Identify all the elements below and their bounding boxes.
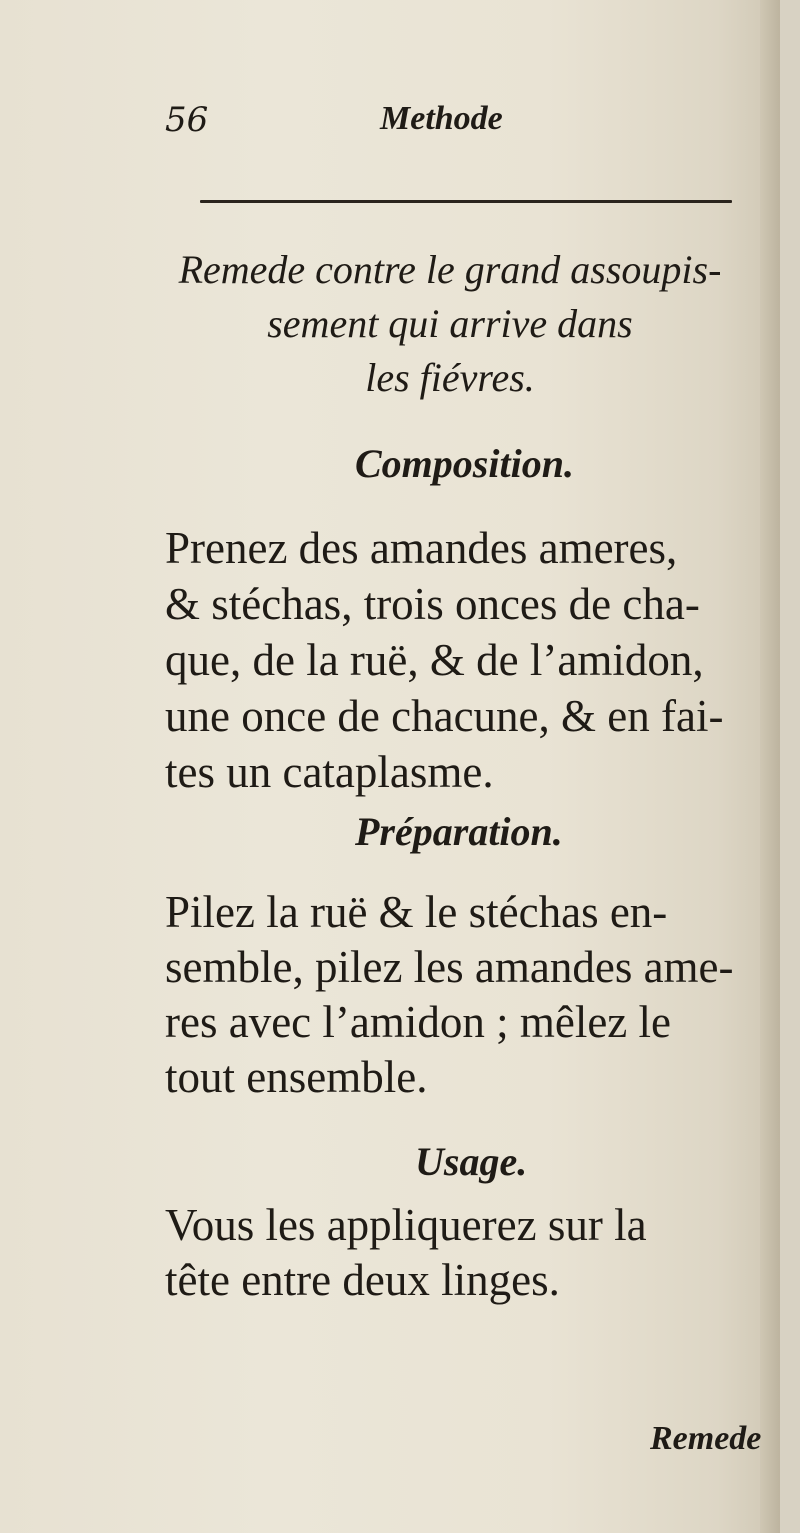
- remedy-heading-line: Remede contre le grand assoupis-: [178, 247, 722, 292]
- usage-line: tête entre deux linges.: [165, 1255, 560, 1305]
- composition-paragraph: [165, 520, 755, 800]
- remedy-heading: [0, 243, 780, 405]
- composition-line: que, de la ruë, & de l’amidon,: [165, 635, 704, 685]
- usage-paragraph: [165, 1198, 755, 1308]
- usage-line: Vous les appliquerez sur la: [165, 1200, 647, 1250]
- preparation-line: semble, pilez les amandes ame-: [165, 942, 734, 992]
- composition-line: & stéchas, trois onces de cha-: [165, 579, 700, 629]
- preparation-paragraph: [165, 885, 755, 1105]
- preparation-line: res avec l’amidon ; mêlez le: [165, 997, 672, 1047]
- composition-line: une once de chacune, & en fai-: [165, 691, 724, 741]
- remedy-heading-line: les fiévres.: [365, 355, 535, 400]
- preparation-heading: Préparation.: [355, 809, 563, 854]
- catchword: Remede: [650, 1420, 762, 1457]
- preparation-line: Pilez la ruë & le stéchas en-: [165, 887, 668, 937]
- usage-heading: Usage.: [415, 1139, 528, 1184]
- page-number: 56: [165, 100, 209, 140]
- running-head: [0, 100, 780, 160]
- composition-heading: Composition.: [355, 441, 574, 486]
- composition-line: tes un cataplasme.: [165, 747, 494, 797]
- composition-line: Prenez des amandes ameres,: [165, 523, 678, 573]
- preparation-line: tout ensemble.: [165, 1052, 428, 1102]
- remedy-heading-line: sement qui arrive dans: [267, 301, 633, 346]
- header-rule: [200, 200, 732, 203]
- running-title: Methode: [380, 100, 503, 137]
- page-edge-shadow: [760, 0, 780, 1533]
